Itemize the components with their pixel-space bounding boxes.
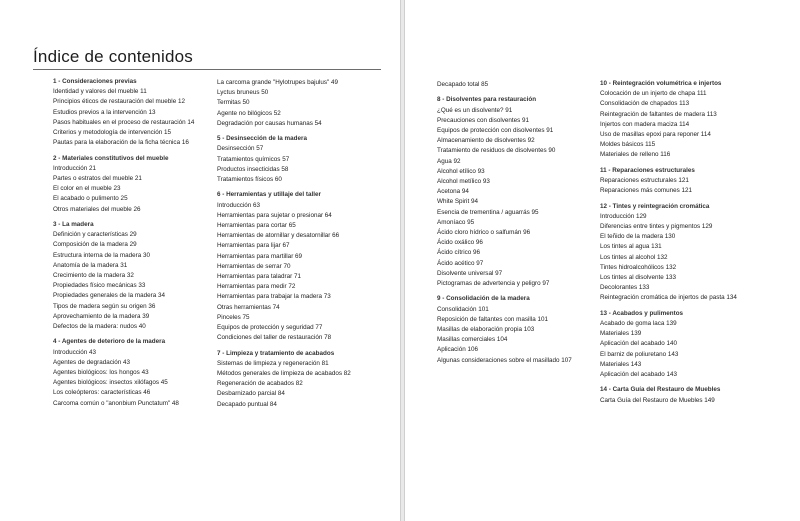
toc-entry: Los coleópteros: características 46 [53,389,151,397]
toc-entry: Decapado puntual 84 [217,400,277,408]
toc-entry: Diferencias entre tintes y pigmentos 129 [600,223,713,231]
toc-entry: White Spirit 94 [437,198,478,206]
toc-entry: ¿Qué es un disolvente? 91 [437,106,513,114]
toc-entry: Aprovechamiento de la madera 39 [53,312,150,320]
toc-entry: Introducción 43 [53,348,97,356]
toc-section-heading: 10 - Reintegración volumétrica e injertos [600,80,722,87]
toc-section-heading: 1 - Consideraciones previas [53,78,137,85]
toc-section-heading: 8 - Disolventes para restauración [437,96,537,104]
toc-entry: Desinsección 57 [217,145,264,153]
toc-entry: Herramientas de atornillar y desatornillar 66 [217,232,340,240]
toc-entry: Regeneración de acabados 82 [217,380,303,388]
toc-entry: Decolorantes 133 [600,284,650,292]
toc-column-2 [217,78,351,410]
toc-entry: Tintes hidroalcohólicos 132 [600,263,677,271]
toc-entry: La carcoma grande "Hylotrupes bajulus" 49 [217,79,339,86]
toc-entry: Los tintes al agua 131 [600,243,662,251]
title-underline [33,69,381,70]
toc-entry: Propiedades físico mecánicas 33 [53,282,146,290]
toc-entry: Masillas comerciales 104 [437,336,508,344]
toc-entry: Materiales de relleno 116 [600,151,671,159]
toc-entry: Introducción 129 [600,212,647,220]
toc-entry: Introducción 63 [217,201,261,209]
toc-section-heading: 12 - Tintes y reintegración cromática [600,202,710,210]
toc-section-heading: 4 - Agentes de deterioro de la madera [53,338,166,346]
toc-entry: Materiales 139 [600,330,642,338]
toc-entry: Partes o estratos del mueble 21 [53,175,142,183]
toc-entry: Ácido cítrico 96 [437,249,481,257]
toc-section-heading: 5 - Desinsección de la madera [217,135,307,143]
toc-entry: Agente no bilógicos 52 [217,109,281,117]
toc-entry: Lyctus bruneus 50 [217,89,269,97]
toc-entry: Ácido acético 97 [437,259,484,267]
toc-entry: Agentes biológicos: los hongos 43 [53,369,149,377]
toc-entry: Definición y características 29 [53,231,137,239]
toc-entry: Disolvente universal 97 [437,269,503,277]
toc-entry: Consolidación de chapados 113 [600,100,690,108]
toc-section-heading: 11 - Reparaciones estructurales [600,166,695,174]
toc-entry: Defectos de la madera: nudos 40 [53,323,146,331]
toc-entry: Alcohol metílico 93 [437,178,490,186]
toc-section-heading: 9 - Consolidación de la madera [437,295,530,303]
toc-column-4 [600,79,737,406]
toc-entry: Propiedades generales de la madera 34 [53,292,166,300]
toc-entry: El acabado o pulimento 25 [53,195,128,203]
toc-entry: Carcoma común o "anonbium Punctatum" 48 [53,399,179,407]
toc-entry: Herramientas para cortar 65 [217,222,296,230]
toc-entry: Aplicación 106 [437,346,478,354]
toc-entry: Precauciones con disolventes 91 [437,116,530,124]
toc-entry: Herramientas para medir 72 [217,283,296,291]
toc-section-heading: 2 - Materiales constitutivos del mueble [53,154,169,162]
toc-section-heading: 14 - Carta Guía del Restauro de Muebles [600,386,721,394]
toc-entry: Herramientas para martillar 69 [217,252,303,260]
toc-entry: Agentes biológicos: insectos xilófagos 45 [53,379,168,387]
toc-entry: Tipos de madera según su origen 36 [53,302,156,310]
toc-entry: Reparaciones más comunes 121 [600,187,693,195]
toc-entry: Moldes básicos 115 [600,141,656,149]
toc-entry: Termitas 50 [217,99,250,107]
toc-section-heading: 13 - Acabados y pulimentos [600,309,684,317]
toc-entry: Pasos habituales en el proceso de restauración 14 [53,118,195,126]
toc-entry: Otras herramientas 74 [217,303,280,311]
toc-entry: Aplicación del acabado 140 [600,340,678,348]
toc-entry: Tratamiento de residuos de disolventes 90 [437,147,556,155]
toc-entry: Tratamientos físicos 60 [217,176,282,184]
toc-entry: Los tintes al alcohol 132 [600,253,668,261]
toc-entry: Reparaciones estructurales 121 [600,177,689,185]
toc-entry: Tratamientos químicos 57 [217,155,290,163]
toc-section-heading: 6 - Herramientas y utillaje del taller [217,191,321,199]
toc-entry: Materiales 143 [600,360,642,368]
toc-column-3 [437,80,572,366]
toc-entry: Productos insecticidas 58 [217,165,289,173]
toc-entry: Condiciones del taller de restauración 78 [217,334,332,342]
toc-entry: El teñido de la madera 130 [600,233,676,241]
toc-entry: Pictogramas de advertencia y peligro 97 [437,280,550,288]
toc-entry: Composición de la madera 29 [53,241,137,249]
toc-entry: Agentes de degradación 43 [53,358,131,366]
toc-entry: Estructura interna de la madera 30 [53,251,150,259]
toc-entry: El barniz de poliuretano 143 [600,350,679,358]
toc-entry: Principios éticos de restauración del mueble 12 [53,98,185,106]
toc-entry: Estudios previos a la intervención 13 [53,108,156,116]
toc-entry: Herramientas para sujetar o presionar 64 [217,211,332,219]
toc-entry: Sistemas de limpieza y regeneración 81 [217,359,329,367]
toc-entry: Métodos generales de limpieza de acabados 82 [217,370,351,378]
toc-entry: Equipos de protección y seguridad 77 [217,324,323,332]
toc-entry: Criterios y metodología de intervención 15 [53,129,171,137]
toc-entry: Esencia de trementina / aguarrás 95 [437,208,539,216]
toc-entry: Agua 92 [437,157,461,165]
toc-entry: Alcohol etílico 93 [437,167,485,175]
toc-column-1 [53,77,194,409]
toc-entry: Pautas para la elaboración de la ficha técnica 16 [53,139,189,147]
toc-entry: Decapado total 85 [437,81,489,88]
toc-entry: Reposición de faltantes con masilla 101 [437,315,548,323]
toc-entry: Equipos de protección con disolventes 91 [437,127,554,134]
toc-entry: Herramientas para taladrar 71 [217,273,301,281]
toc-entry: Reintegración cromática de injertos de pasta 134 [600,294,737,302]
toc-entry: Ácido cloro hídrico o salfumán 96 [437,229,531,237]
toc-entry: Desbarnizado parcial 84 [217,390,285,398]
toc-entry: Masillas de elaboración propia 103 [437,326,535,334]
toc-entry: Acabado de goma laca 139 [600,320,677,328]
toc-entry: Otros materiales del mueble 26 [53,205,141,213]
toc-entry: Los tintes al disolvente 133 [600,274,676,282]
toc-section-heading: 7 - Limpieza y tratamiento de acabados [217,349,335,357]
toc-entry: Colocación de un injerto de chapa 111 [600,90,707,98]
toc-section-heading: 3 - La madera [53,221,94,229]
toc-entry: El color en el mueble 23 [53,185,121,193]
page-title: Índice de contenidos [33,47,193,66]
toc-entry: Introducción 21 [53,164,97,172]
toc-entry: Identidad y valores del mueble 11 [53,88,147,96]
toc-entry: Pinceles 75 [217,313,250,321]
toc-entry: Herramientas para trabajar la madera 73 [217,293,331,301]
toc-entry: Aplicación del acabado 143 [600,371,678,379]
toc-entry: Consolidación 101 [437,305,489,313]
toc-entry: Crecimiento de la madera 32 [53,272,134,280]
toc-entry: Almacenamiento de disolventes 92 [437,137,535,145]
toc-entry: Algunas consideraciones sobre el masillado 107 [437,356,572,364]
toc-entry: Amoníaco 95 [437,218,475,226]
toc-entry: Anatomía de la madera 31 [53,261,128,269]
toc-entry: Herramientas para lijar 67 [217,242,290,250]
toc-entry: Ácido oxálico 96 [437,239,483,247]
toc-entry: Uso de masillas epoxi para reponer 114 [600,131,711,139]
toc-entry: Degradación por causas humanas 54 [217,119,322,127]
toc-entry: Reintegración de faltantes de madera 113 [600,110,717,118]
toc-entry: Acetona 94 [437,188,469,196]
toc-entry: Herramientas de serrar 70 [217,262,291,270]
toc-entry: Injertos con madera maciza 114 [600,120,690,128]
toc-entry: Carta Guía del Restauro de Muebles 149 [600,396,715,404]
